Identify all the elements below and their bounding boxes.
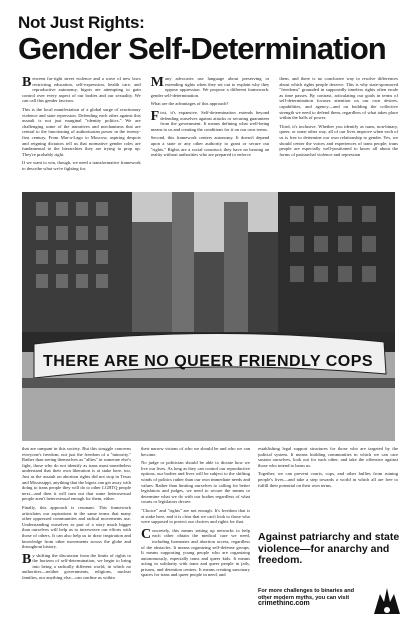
paragraph: Second, this framework centers autonomy. It doesn't depend upon a state or any other authority to grant or secure our "rights." Rights are a social construct; they have no bearing on reality without authorities who are prepared to enforce <box>150 135 270 158</box>
paragraph <box>141 528 250 578</box>
dropcap: F <box>150 108 160 124</box>
paragraph: "Choice" and "rights" are not enough. It's freedom that is at stake here, and it is clear that we can't look to those who were supposed to protect our choices and rights for that. <box>141 507 250 525</box>
text-column-3 <box>279 76 398 188</box>
paragraph: No judge or politician should be able to dictate how we live our lives. As long as they can control our reproductive options, our bodies and lives will be subject to the shifting winds of politics rather than our own immediate needs and values. Rather than limiting ourselves to calling for better legislators and judges, we need to secure the means to determine what we do with our bodies regardless of what courts or legislators decree. <box>141 460 250 505</box>
paragraph: that are rampant in this society. But this struggle concerns everyone's freedom, not just the freedom of a "minority." Rather than seeing themselves as "allies" in someone else's fight, those who do not identify as trans must nonetheless understand that their own liberation is at stake here, too. Just as the assault on abortion rights did not stop in Texas and Mississippi, anything that the bigots can get away with doing to trans people they will do to other LGBTQ people next—and then it will turn out that some heterosexual people aren't heterosexual enough for them, either. <box>22 446 131 502</box>
paragraph-text: etween far-right street violence and a wave of new laws restricting education, self-expression, health care, and reproductive autonomy, bigots are attempting to gain control over every aspect of our bodies and our sexuality. We can call this gender fascism. <box>22 76 141 104</box>
bottom-text-column-right <box>258 446 398 526</box>
paragraph-text: irst, it's expansive. Self-determination extends beyond defending ourselves against attacks or securing guarantees from the government. It means defining what well-being means to us and creating the conditions for it on our own terms. <box>150 109 270 132</box>
slogan: Against patriarchy and state violence—for anarchy and freedom. <box>258 531 400 566</box>
paragraph: This is the local manifestation of a global surge of reactionary violence and state repression. Defending each other against this assault is not just marginal "identity politics." We are challenging some of the narratives and mechanisms that are central to the functioning of authoritarian power in the twenty-first century. From Mar-a-Lago to Moscow, aspiring despots and reigning dictators tell us that normative gender roles are fundamental to the hierarchies they are trying to prop up. They're probably right. <box>22 106 141 157</box>
banner-text: THERE ARE NO QUEER FRIENDLY COPS <box>42 353 374 370</box>
paragraph: their narrow visions of who we should be and who we can become. <box>141 446 250 457</box>
page-title: Gender Self-Determination <box>18 31 386 66</box>
paragraph: Finally, this approach is resonant. This framework articulates our aspirations in the same terms that many other oppressed communities and radical movements use. Understanding ourselves as part of a story much bigger than ourselves will help us to interweave our efforts with those of others. It can also help us to draw inspiration and knowledge from other movements across the globe and throughout history. <box>22 504 131 550</box>
page-kicker: Not Just Rights: <box>18 13 145 32</box>
paragraph-text: oncretely, this means setting up networks to help each other obtain the medical care we need, including hormones and abortion access, regardless of the obstacles. It means organizing self-defense groups. It means supporting young people who are organizing autonomously, especially trans and queer kids. It means acting in solidarity with trans and queer people in jails, prisons, and detention centers. It means creating sanctuary spaces for trans and queer people in need, and <box>141 527 250 578</box>
crimethinc-logo <box>370 584 404 618</box>
paragraph: Together, we can prevent courts, cops, and other bullies from ruining people's lives—and take a step towards a world in which all are free to fulfill their potential on their own terms. <box>258 471 398 488</box>
paragraph: What are the advantages of this approach? <box>150 101 229 107</box>
title-block <box>18 14 403 65</box>
dropcap: B <box>22 551 32 567</box>
text-column-6 <box>258 446 398 526</box>
dropcap: C <box>141 526 152 542</box>
text-column-4 <box>22 446 131 626</box>
footer-url[interactable]: crimethinc.com <box>258 600 310 608</box>
paragraph <box>151 76 270 98</box>
text-column-2 <box>151 76 270 188</box>
footer-text <box>258 588 368 608</box>
protest-photo <box>22 192 395 441</box>
paragraph <box>22 76 141 104</box>
text-column-1 <box>22 76 141 188</box>
paragraph <box>151 110 270 132</box>
paragraph: establishing legal support structures for those who are targeted by the judicial system. It means building communities in which we can care sustain ourselves, look out for each other, and take the offensive against those who intend to harm us. <box>258 446 398 468</box>
dropcap: B <box>22 76 32 90</box>
paragraph: them, and there is no conclusive way to resolve differences about which rights people deserve. This is why state-sponsored "freedoms" grounded in supposedly timeless rights often erode as time passes. By contrast, articulating our goals in terms of self-determination focuses attention on our own desires, capabilities, and agency—and on building the collective strength we need to defend them, regardless of what takes place within the halls of power. <box>279 76 398 121</box>
paragraph <box>22 553 131 581</box>
footer-line: For more challenges to binaries and other modern myths, you can visit <box>258 588 355 601</box>
dropcap: M <box>150 76 164 90</box>
paragraph-text: y shifting the discussion from the limits of rights to the horizon of self-determination, we begin to bring into being a radically different world, in which no authorities—neither governments, religions, nuclear families, nor anything else—can confine us within <box>22 552 131 581</box>
text-column-5 <box>141 446 250 626</box>
paragraph-text: any advocates use language about preserving or extending rights when they set out to explain why they oppose oppression. We propose a different framework: gender self-determination. <box>150 76 270 98</box>
paragraph: Third, it's inclusive. Whether you identify as trans, non-binary, queer, or some other way, all of our lives improve when each of us is free to determine our own relationship to gender. Yes, we should center the voices and experiences of trans people; trans people are especially well-positioned to know all about the forms of patriarchal violence and repression <box>279 123 398 157</box>
top-text-columns <box>22 76 398 188</box>
bottom-text-columns <box>22 446 250 626</box>
paragraph: If we want to win, though, we need a transformative framework to describe what we're fighting for. <box>22 160 141 171</box>
